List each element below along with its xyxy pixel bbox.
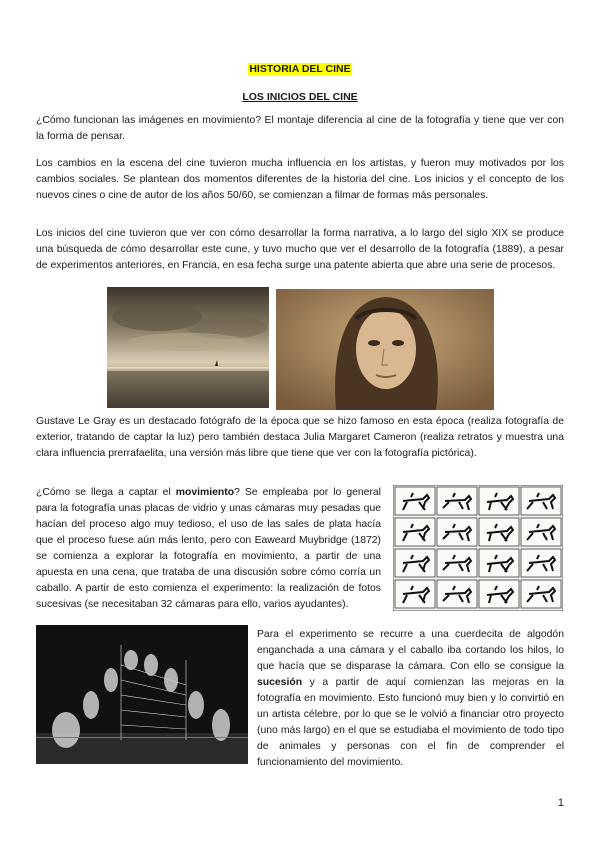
seascape-photo [107,287,269,408]
portrait-photo [276,289,494,410]
horse-sequence-photo [393,485,563,611]
paragraph-movement: ¿Cómo se llega a captar el movimiento? Se empleaba por lo general para la fotografía unas placas de vidrio y unas cámaras muy pesadas que hacían del proceso algo muy tedioso, el uso de las sales de plata hacía que el proceso fuese aún más lento, pero con Eaweard Muybridge (1872) se comienza a explorar la fotografía en movimiento, a partir de una apuesta en una cena, que trataba de una discusión sobre cómo corría un caballo. A partir de esto comienza el experimento: la realización de fotos sucesivas (se necesitaban 32 cámaras para ello, varios ayudantes). [36,487,381,610]
page-title [0,63,600,75]
paragraph-photographers: Gustave Le Gray es un destacado fotógrafo de la época que se hizo famoso en esta época (realiza fotografía de exterior, tratando de captar la luz) pero también destaca Julia Margaret Cameron (realiza retratos y muestra una clara influencia prerrafaelita, una versión más libre que tiene que ver con la fotografía pictórica). [36,416,564,459]
keyword-sucesion: sucesión [257,677,303,688]
keyword-movimiento: movimiento [175,487,235,498]
jump-sequence-photo [36,625,248,764]
paragraph-changes: Los cambios en la escena del cine tuvieron mucha influencia en los artistas, y fueron muy motivados por los cambios sociales. Se plantean dos momentos diferentes de la historia del cine. Los inicios y el concepto de los nuevos cines o cine de autor de los años 50/60, se comienzan a filmar de formas más personales. [36,158,564,201]
paragraph-intro: ¿Cómo funcionan las imágenes en movimiento? El montaje diferencia al cine de la fotografía y tiene que ver con la forma de pensar. [36,115,564,142]
paragraph-origins: Los inicios del cine tuvieron que ver con cómo desarrollar la forma narrativa, a lo largo del siglo XIX se produce una búsqueda de cómo desarrollar este cune, y tuvo mucho que ver el desarrollo de la fotografía (1889), a pesar de experimentos anteriores, en Francia, en esa fecha surge una patente abierta que abre una serie de procesos. [36,228,564,271]
paragraph-experiment: Para el experimento se recurre a una cuerdecita de algodón enganchada a una cámara y el caballo iba cortando los hilos, lo que hacía que se disparase la cámara. Con ello se consigue la sucesión y a partir de aquí comienzan las mejoras en la fotografía en movimiento. Esto funcionó muy bien y lo convirtió en un artista célebre, por lo que se le volvió a financiar otro proyecto (uno más largo) en el que se estudiaba el movimiento de todo tipo de animales y personas con el fin de comprender el funcionamiento del movimiento. [257,629,564,768]
title-text: HISTORIA DEL CINE [249,63,351,75]
page-subtitle: LOS INICIOS DEL CINE [242,91,358,103]
page-number: 1 [557,797,564,809]
